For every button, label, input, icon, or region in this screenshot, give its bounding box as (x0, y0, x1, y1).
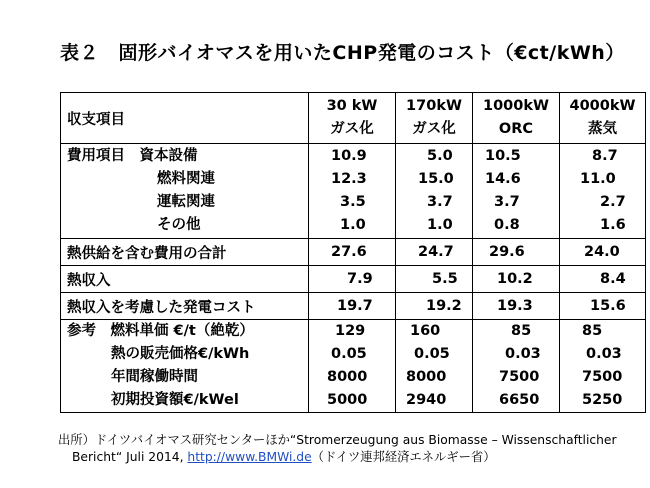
header-col-4-line1: 4000kW (569, 98, 636, 114)
reference-row (61, 320, 646, 413)
table-header-row (61, 93, 646, 144)
heat-income-value: 7.9 (309, 266, 396, 293)
header-col-1-line1: 30 kW (326, 98, 378, 114)
header-col-2-line1: 170kW (406, 98, 462, 114)
heat-income-value: 5.5 (396, 266, 473, 293)
reference-value: 8000 (406, 369, 447, 385)
header-col-2-line2: ガス化 (412, 121, 456, 137)
header-label (61, 93, 309, 144)
reference-value: 7500 (499, 369, 540, 385)
cost-item-label (67, 145, 308, 168)
cost-value: 1.6 (600, 217, 626, 233)
cost-items-row (61, 144, 646, 239)
header-col-2 (396, 93, 473, 144)
total-cost-value: 24.7 (396, 239, 473, 266)
reference-value: 0.03 (586, 346, 622, 362)
cost-value: 11.0 (580, 171, 616, 187)
reference-value: 85 (511, 323, 532, 339)
cost-values-col-2 (396, 144, 473, 239)
cost-value: 2.7 (600, 194, 626, 210)
reference-labels (61, 320, 309, 413)
reference-label-fuel-price: 燃料単価 €/t（絶乾） (110, 323, 254, 339)
reference-group-label: 参考 (67, 323, 96, 339)
reference-value: 85 (582, 323, 603, 339)
header-col-4-line2: 蒸気 (588, 121, 617, 137)
cost-value: 1.0 (427, 217, 453, 233)
cost-value: 3.7 (494, 194, 520, 210)
reference-values-col-3 (473, 320, 560, 413)
net-cost-label: 熱収入を考慮した発電コスト (61, 293, 309, 320)
heat-income-row (61, 266, 646, 293)
reference-value: 6650 (499, 392, 540, 408)
source-ministry: （ドイツ連邦経済エネルギー省） (311, 450, 496, 464)
total-cost-value: 27.6 (309, 239, 396, 266)
cost-values-col-1 (309, 144, 396, 239)
source-link[interactable]: http://www.BMWi.de (187, 450, 312, 464)
reference-values-col-1 (309, 320, 396, 413)
heat-income-value: 8.4 (560, 266, 646, 293)
cost-value: 12.3 (331, 171, 367, 187)
reference-value: 160 (410, 323, 441, 339)
reference-value: 5000 (327, 392, 368, 408)
total-cost-row (61, 239, 646, 266)
heat-income-label: 熱収入 (61, 266, 309, 293)
net-cost-value: 19.7 (309, 293, 396, 320)
reference-value: 2940 (406, 392, 447, 408)
cost-table (60, 92, 646, 413)
cost-value: 10.5 (485, 148, 521, 164)
cost-values-col-4 (560, 144, 646, 239)
cost-value: 1.0 (340, 217, 366, 233)
reference-values-col-2 (396, 320, 473, 413)
header-col-3-line2: ORC (498, 121, 534, 137)
cost-group-label: 費用項目 (67, 148, 125, 164)
source-line-2 (58, 449, 617, 466)
cost-label-capital: 資本設備 (139, 148, 198, 164)
cost-label-fuel: 燃料関連 (157, 171, 215, 187)
cost-value: 3.7 (427, 194, 453, 210)
header-col-4 (560, 93, 646, 144)
net-cost-value: 19.3 (473, 293, 560, 320)
reference-value: 8000 (327, 369, 368, 385)
net-cost-value: 19.2 (396, 293, 473, 320)
reference-label-investment: 初期投資額€/kWel (111, 392, 239, 408)
reference-label (67, 320, 308, 343)
reference-values-col-4 (560, 320, 646, 413)
cost-values-col-3 (473, 144, 560, 239)
reference-label-annual-hours: 年間稼働時間 (111, 369, 198, 385)
reference-value: 0.05 (331, 346, 367, 362)
reference-label-heat-price: 熱の販売価格€/kWh (111, 346, 250, 362)
cost-value: 14.6 (485, 171, 521, 187)
heat-income-value: 10.2 (473, 266, 560, 293)
cost-value: 3.5 (340, 194, 366, 210)
source-line-1: 出所）ドイツバイオマス研究センターほか“Stromerzeugung aus Biomasse – Wissenschaftlicher (58, 433, 617, 447)
total-cost-label: 熱供給を含む費用の合計 (61, 239, 309, 266)
reference-value: 0.05 (414, 346, 450, 362)
header-col-1-line2: ガス化 (330, 121, 374, 137)
total-cost-value: 24.0 (560, 239, 646, 266)
net-cost-row (61, 293, 646, 320)
source-citation: Bericht“ Juli 2014, (72, 450, 188, 464)
reference-value: 7500 (582, 369, 623, 385)
header-col-3-line1: 1000kW (483, 98, 549, 114)
header-col-3 (473, 93, 560, 144)
total-cost-value: 29.6 (473, 239, 560, 266)
reference-value: 129 (335, 323, 366, 339)
cost-value: 0.8 (494, 217, 520, 233)
header-label-text: 収支項目 (67, 111, 125, 128)
page-title: 表２ 固形バイオマスを用いたCHP発電のコスト（€ct/kWh） (60, 42, 625, 64)
cost-label-other: その他 (157, 217, 201, 233)
cost-label-operation: 運転関連 (157, 194, 215, 210)
cost-value: 15.0 (418, 171, 454, 187)
reference-value: 5250 (582, 392, 623, 408)
source-note (58, 432, 617, 466)
cost-value: 8.7 (592, 148, 618, 164)
header-col-1 (309, 93, 396, 144)
cost-items-labels (61, 144, 309, 239)
cost-value: 10.9 (331, 148, 367, 164)
reference-value: 0.03 (505, 346, 541, 362)
cost-value: 5.0 (427, 148, 453, 164)
net-cost-value: 15.6 (560, 293, 646, 320)
